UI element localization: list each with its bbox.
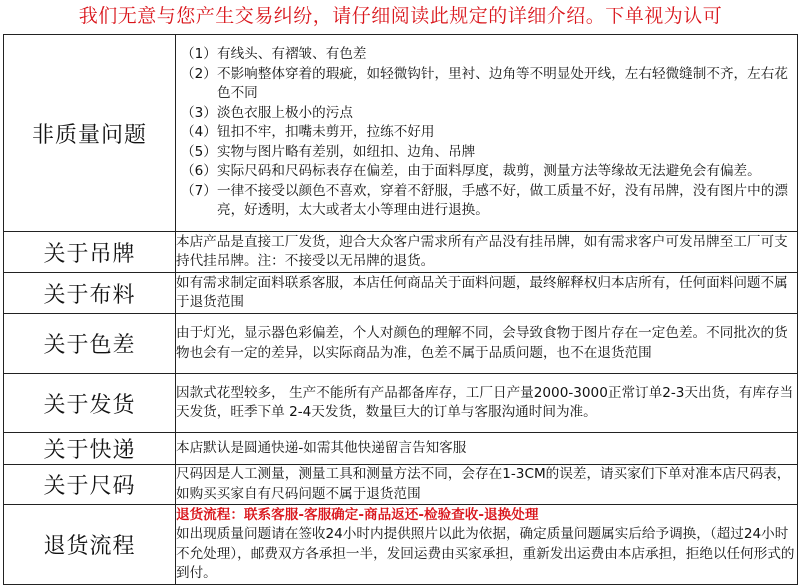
list-item: （4） 钮扣不牢，扣嘴未剪开，拉练不好用 <box>181 124 435 141</box>
label-color: 关于色差 <box>4 314 176 374</box>
content-express: 本店默认是圆通快递-如需其他快递留言告知客服 <box>176 433 798 465</box>
label-non-quality: 非质量问题 <box>4 35 176 232</box>
row-non-quality <box>4 35 798 232</box>
label-returns: 退货流程 <box>4 505 176 585</box>
label-express: 关于快递 <box>4 433 176 465</box>
content-fabric: 如有需求制定面料联系客服，本店任何商品关于面料问题，最终解释权归本店所有，任何面料问题不属于退货范围 <box>176 273 798 314</box>
list-item: （6） 实际尺码和尺码标表存在偏差，由于面料厚度，裁剪，测量方法等缘故无法避免会有偏差。 <box>181 163 761 180</box>
label-size: 关于尺码 <box>4 465 176 505</box>
row-color <box>4 314 798 374</box>
content-size: 尺码因是人工测量，测量工具和测量方法不同，会存在1-3CM的误差，请买家们下单对准本店尺码表，如购买买家自有尺码问题不属于退货范围 <box>176 465 798 505</box>
list-item: （7） 一律不接受以颜色不喜欢，穿着不舒服，手感不好，做工质量不好，没有吊牌，没有图片中的漂亮，好透明，太大或者太小等理由进行退换。 <box>181 182 788 219</box>
list-item: （5） 实物与图片略有差别，如纽扣、边角、吊牌 <box>181 143 476 160</box>
return-flow: 退货流程：联系客服-客服确定-商品返还-检验查收-退换处理 <box>176 506 539 523</box>
content-tag: 本店产品是直接工厂发货，迎合大众客户需求所有产品没有挂吊牌，如有需求客户可发吊牌至工厂可支持代挂吊牌。注：不接受以无吊牌的退货。 <box>176 232 798 273</box>
row-returns <box>4 505 798 585</box>
label-fabric: 关于布料 <box>4 273 176 314</box>
notice-banner: 我们无意与您产生交易纠纷，请仔细阅读此规定的详细介绍。下单视为认可 <box>78 5 723 27</box>
list-item: （1） 有线头、有褶皱、有色差 <box>181 46 367 63</box>
row-express <box>4 433 798 465</box>
label-shipping: 关于发货 <box>4 374 176 433</box>
row-shipping <box>4 374 798 433</box>
label-tag: 关于吊牌 <box>4 232 176 273</box>
policy-table <box>3 34 798 585</box>
row-tag <box>4 232 798 273</box>
content-shipping: 因款式花型较多， 生产不能所有产品都备库存，工厂日产量2000-3000正常订单2-3天出货，有库存当天发货，旺季下单 2-4天发货，数量巨大的订单与客服沟通时间为准。 <box>176 374 798 433</box>
list-item: （2） 不影响整体穿着的瑕疵，如轻微钩针，里衬、边角等不明显处开线，左右轻微缝制不齐，左右花色不同 <box>181 65 788 102</box>
return-policy: 如出现质量问题请在签收24小时内提供照片以此为依据，确定质量问题属实后给予调换，（超过24小时不允处理），邮费双方各承担一半，发回运费由买家承担，重新发出运费由本店承担，拒绝以任何形式的到付。 <box>176 526 795 581</box>
content-returns <box>176 505 798 585</box>
list-item: （3） 淡色衣服上极小的污点 <box>181 104 353 121</box>
content-non-quality <box>176 35 798 232</box>
row-size <box>4 465 798 505</box>
content-color: 由于灯光，显示器色彩偏差，个人对颜色的理解不同，会导致食物于图片存在一定色差。不同批次的货物也会有一定的差异，以实际商品为准，色差不属于品质问题，也不在退货范围 <box>176 314 798 374</box>
row-fabric <box>4 273 798 314</box>
